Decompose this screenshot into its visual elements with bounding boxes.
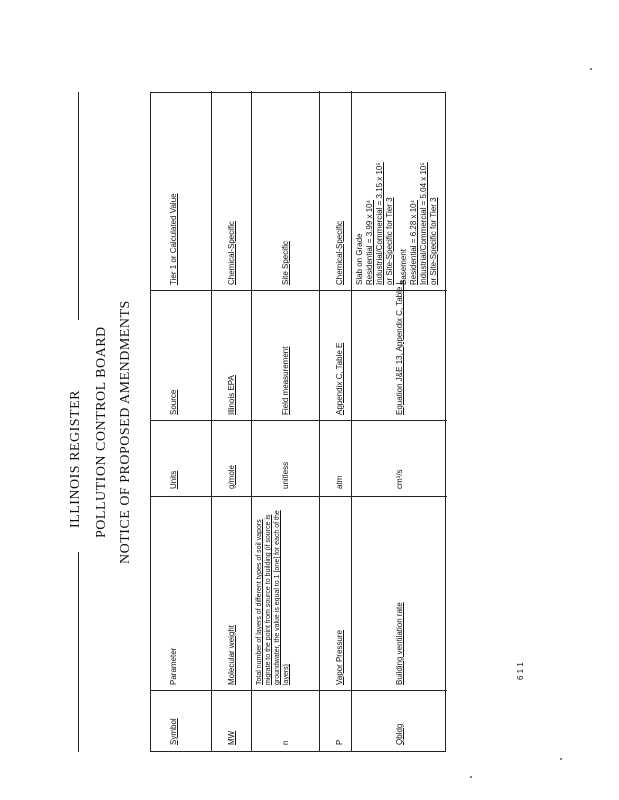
parameter-table <box>150 92 446 752</box>
page-number: 6 1 1 <box>516 662 525 680</box>
row-qbldg-value-line: Residential = 3.99 x 10⁴ <box>365 199 374 285</box>
row-qbldg-units: cm³/s <box>395 469 404 489</box>
row-divider <box>251 91 252 751</box>
row-mw-source: Illinois EPA <box>227 375 236 415</box>
header-symbol: Symbol <box>169 718 178 745</box>
row-p-value: Chemical-Specific <box>335 220 344 285</box>
row-p-source: Appendix C, Table E <box>335 342 344 415</box>
col-divider <box>151 690 447 691</box>
row-qbldg-value-line: Slab on Grade <box>355 233 364 285</box>
board-title: POLLUTION CONTROL BOARD <box>94 326 109 538</box>
header-units: Units <box>169 470 178 489</box>
row-n-parameter: Total number of layers of different types of soil vapors migrate to the point from source to building (if source is groundwater, the value is equal to 1 [one] for each of the layers) <box>256 510 290 685</box>
scan-speck <box>470 776 472 778</box>
header-rule-left <box>78 552 79 752</box>
row-p-units: atm <box>335 475 344 489</box>
row-qbldg-source: Equation J&E 13, Appendix C, Table L <box>395 279 404 415</box>
row-n-value: Site Specific <box>281 240 290 285</box>
row-qbldg-value-line: Industrial/Commercial = 3.15 x 10⁵ <box>375 162 384 285</box>
header-source: Source <box>169 389 178 415</box>
row-mw-parameter: Molecular weight <box>227 624 236 685</box>
row-divider <box>351 91 352 751</box>
col-divider <box>151 420 447 421</box>
row-mw-units: g/mole <box>227 464 236 489</box>
register-title: ILLINOIS REGISTER <box>68 390 83 528</box>
row-mw-value: Chemical-Specific <box>227 220 236 285</box>
row-qbldg-value-line: Basement <box>399 248 408 285</box>
row-mw-symbol: MW <box>227 730 236 745</box>
row-divider <box>211 91 212 751</box>
row-qbldg-value-line: Residential = 6.28 x 10⁴ <box>409 199 418 285</box>
row-qbldg-value-line: Industrial/Commercial = 5.04 x 10⁵ <box>419 162 428 285</box>
row-p-symbol: P <box>335 739 344 745</box>
scan-speck <box>560 758 562 760</box>
row-n-source: Field measurement <box>281 346 290 415</box>
notice-title: NOTICE OF PROPOSED AMENDMENTS <box>118 300 133 564</box>
row-p-parameter: Vapor Pressure <box>335 630 344 685</box>
header-value: Tier 1 or Calculated Value <box>169 193 178 285</box>
header-rule-right <box>78 92 79 320</box>
row-qbldg-value-line: or Site-Specific for Tier 3 <box>385 197 394 285</box>
row-qbldg-value-line: or Site-Specific for Tier 3 <box>429 197 438 285</box>
row-n-units: unitless <box>281 461 290 489</box>
row-qbldg-symbol: Qbldg <box>395 723 404 745</box>
col-divider <box>151 496 447 497</box>
row-qbldg-parameter: Building ventilation rate <box>395 602 404 685</box>
row-n-symbol: n <box>281 740 290 745</box>
scan-speck <box>590 68 592 70</box>
row-divider <box>319 91 320 751</box>
header-parameter: Parameter <box>169 647 178 685</box>
